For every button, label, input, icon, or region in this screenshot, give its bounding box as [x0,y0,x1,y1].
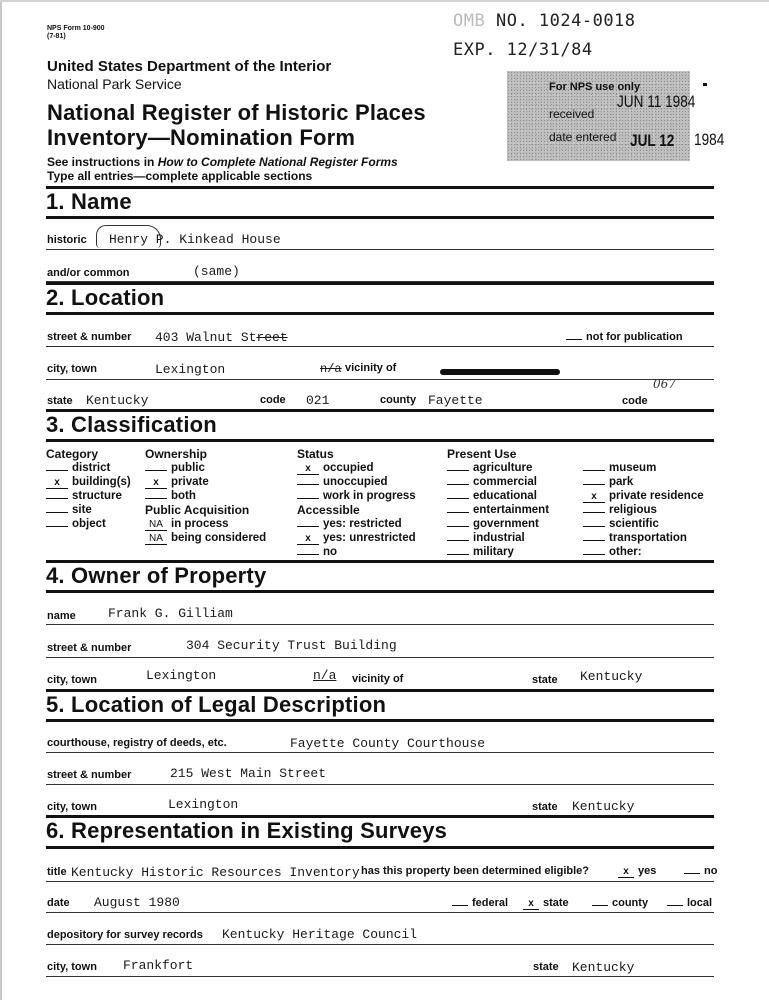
common-name-field[interactable]: (same) [193,264,240,279]
owner-state-field[interactable]: Kentucky [580,669,643,684]
omb-prefix: OMB [453,11,486,31]
mark[interactable] [592,905,608,906]
county-label: county [380,394,417,406]
checkbox-district[interactable] [46,461,131,475]
checkbox-site[interactable] [46,503,131,517]
mark[interactable] [46,498,68,499]
option-label: occupied [323,462,374,474]
omb-number-value: NO. 1024-0018 [495,11,636,31]
section-rule [46,216,714,219]
stamp-mark [703,83,707,86]
not-for-publication[interactable] [566,331,683,343]
city-field[interactable]: Lexington [155,362,226,377]
checkbox-entertainment[interactable] [447,503,549,517]
survey-title-field[interactable]: Kentucky Historic Resources Inventory [71,865,360,880]
section-2-title: 2. Location [46,285,165,310]
nps-use-heading: For NPS use only [549,81,641,93]
state-code-field[interactable]: 021 [306,393,330,408]
owner-city-label: city, town [47,674,97,686]
field-line [46,346,714,347]
field-line [46,944,714,945]
section-4-title: 4. Owner of Property [46,563,267,588]
ownership-column [145,447,266,545]
status-column [297,447,416,559]
present-use-column-2 [583,461,704,559]
state-field[interactable]: Kentucky [86,393,149,408]
legal-city-label: city, town [47,801,97,813]
state-label: state [47,395,73,407]
option-label: entertainment [473,504,550,516]
owner-city-field[interactable]: Lexington [146,668,217,683]
public-acquisition-heading: Public Acquisition [145,503,250,517]
owner-street-field[interactable]: 304 Security Trust Building [186,638,397,653]
section-6-title: 6. Representation in Existing Surveys [46,818,448,843]
common-label: and/or common [47,267,130,279]
ownership-heading: Ownership [145,447,208,461]
vicinity-label: vicinity of [345,362,397,374]
section-rule [46,439,714,442]
section-rule [46,186,714,189]
received-date: JUN 11 1984 [617,92,696,111]
mark[interactable] [447,470,469,471]
checkbox-object[interactable] [46,517,131,531]
street-value: 403 Walnut St [155,330,257,345]
mark[interactable] [583,554,605,555]
option-label: federal [472,897,509,909]
checkbox-being-considered[interactable] [145,531,266,545]
checkbox-yes-restricted[interactable] [297,517,416,531]
date-entered-label: date entered [549,130,617,144]
not-for-publication-label: not for publication [586,331,683,343]
option-label: building(s) [72,476,131,488]
form-revision: (7-81) [47,33,66,40]
checkbox-occupied[interactable] [297,461,416,475]
section-rule [46,590,714,593]
department-name: United States Department of the Interior [47,58,332,75]
option-label: both [171,490,196,502]
mark[interactable]: x [145,478,167,489]
option-label: yes: restricted [323,518,402,530]
present-use-column-1 [447,447,549,559]
mark[interactable] [46,526,68,527]
option-label: scientific [609,518,659,530]
field-line [46,912,714,913]
depository-field[interactable]: Kentucky Heritage Council [222,927,418,942]
survey-state-label: state [533,961,559,973]
instructions-line2: Type all entries—complete applicable sections [47,169,313,183]
checkbox-yes-unrestricted[interactable] [297,531,416,545]
legal-street-field[interactable]: 215 West Main Street [170,766,327,781]
option-label: site [72,504,92,516]
field-line [46,379,714,380]
mark[interactable] [684,873,700,874]
status-heading: Status [297,447,334,461]
section-rule [46,312,714,315]
option-label: military [473,546,514,558]
mark[interactable] [447,484,469,485]
option-label: being considered [171,532,267,544]
option-label: park [609,476,634,488]
option-label: object [72,518,106,530]
mark[interactable]: x [297,534,319,545]
field-line [46,881,714,882]
mark[interactable] [447,512,469,513]
section-1-title: 1. Name [46,189,132,214]
checkbox-buildings[interactable] [46,475,131,489]
historic-name-field[interactable]: Henry P. Kinkead House [109,232,281,247]
section-3-title: 3. Classification [46,412,217,437]
option-label: agriculture [473,462,533,474]
checkbox-religious[interactable] [583,503,704,517]
field-line [46,624,714,625]
survey-city-field[interactable]: Frankfort [123,958,194,973]
option-label: district [72,462,111,474]
mark[interactable] [447,540,469,541]
checkbox-military[interactable] [447,545,549,559]
level-state[interactable] [523,897,569,910]
county-code-value[interactable]: 067 [653,377,676,391]
checkbox-museum[interactable] [583,461,704,475]
eligible-question: has this property been determined eligible? [361,865,589,877]
option-label: structure [72,490,122,502]
mark[interactable] [583,484,605,485]
mark[interactable] [145,470,167,471]
mark[interactable]: x [297,464,319,475]
checkbox-commercial[interactable] [447,475,549,489]
received-label: received [549,107,595,121]
accessible-heading: Accessible [297,503,360,517]
street-field[interactable] [155,330,288,345]
level-county[interactable] [592,897,648,909]
option-label: public [171,462,205,474]
checkbox-work-in-progress[interactable] [297,489,416,503]
option-label: government [473,518,539,530]
checkbox-other[interactable] [583,545,704,559]
survey-date-field[interactable]: August 1980 [94,895,180,910]
scan-edge-top [0,0,769,2]
owner-name-field[interactable]: Frank G. Gilliam [108,606,233,621]
survey-state-field[interactable]: Kentucky [572,960,635,975]
mark[interactable] [447,554,469,555]
mark[interactable] [297,554,319,555]
mark[interactable]: x [618,867,634,878]
mark[interactable] [583,540,605,541]
present-use-heading: Present Use [447,447,517,461]
checkbox-private[interactable] [145,475,266,489]
option-label: museum [609,462,657,474]
mark[interactable] [46,470,68,471]
street-label: street & number [47,331,132,343]
survey-city-label: city, town [47,961,97,973]
mark[interactable] [667,905,683,906]
owner-vicinity-label: vicinity of [352,673,404,685]
instructions-prefix: See instructions in [47,155,158,169]
mark[interactable] [452,905,468,906]
eligible-yes[interactable] [618,865,656,878]
vicinity-value[interactable]: n/a [320,362,342,376]
option-label: county [612,897,649,909]
state-code-label: code [260,394,286,406]
option-label: no [704,865,718,877]
checkbox-transportation[interactable] [583,531,704,545]
courthouse-label: courthouse, registry of deeds, etc. [47,737,227,749]
option-label: other: [609,546,642,558]
mark[interactable] [447,498,469,499]
option-label: local [687,897,713,909]
mark[interactable] [583,526,605,527]
survey-title-label: title [47,866,67,878]
mark[interactable] [297,498,319,499]
checkbox-government[interactable] [447,517,549,531]
form-title-line1: National Register of Historic Places [47,100,426,125]
option-label: commercial [473,476,537,488]
eligible-no[interactable] [684,865,717,877]
option-label: private residence [609,490,704,502]
checkbox-unoccupied[interactable] [297,475,416,489]
mark[interactable]: x [46,478,68,489]
owner-state-label: state [532,674,558,686]
checkbox-agriculture[interactable] [447,461,549,475]
date-entered-year: 1984 [694,130,725,149]
strikeout-scribble [440,369,560,375]
owner-street-label: street & number [47,642,132,654]
courthouse-field[interactable]: Fayette County Courthouse [290,736,486,751]
option-label: transportation [609,532,687,544]
checkbox-both[interactable] [145,489,266,503]
scan-edge-left [0,0,2,1000]
field-line [46,657,714,658]
section-5-title: 5. Location of Legal Description [46,692,387,717]
legal-state-label: state [532,801,558,813]
option-label: work in progress [323,490,416,502]
mark[interactable] [583,470,605,471]
option-label: yes [638,865,657,877]
historic-label: historic [47,234,87,246]
checkbox-industrial[interactable] [447,531,549,545]
option-label: no [323,546,338,558]
street-struck-text: reet [256,330,288,345]
county-code-label: code [622,395,648,407]
option-label: in process [171,518,229,530]
option-label: state [543,897,569,909]
checkbox-private-residence[interactable] [583,489,704,503]
mark[interactable]: x [583,492,605,503]
date-entered-value: JUL 12 [630,131,675,150]
field-line [46,249,714,250]
form-title-line2: Inventory—Nomination Form [47,125,356,150]
checkbox-in-process[interactable] [145,517,266,531]
option-label: unoccupied [323,476,388,488]
mark[interactable] [297,526,319,527]
field-line [46,784,714,785]
legal-state-field[interactable]: Kentucky [572,799,635,814]
instructions-reference: How to Complete National Register Forms [157,155,398,169]
owner-name-label: name [47,610,76,622]
checkbox-scientific[interactable] [583,517,704,531]
option-label: yes: unrestricted [323,532,416,544]
level-local[interactable] [667,897,712,909]
county-field[interactable]: Fayette [428,393,483,408]
mark[interactable] [46,512,68,513]
mark[interactable]: x [523,899,539,910]
legal-city-field[interactable]: Lexington [168,797,239,812]
field-line [46,976,714,977]
level-federal[interactable] [452,897,508,909]
field-line [46,752,714,753]
option-label: religious [609,504,657,516]
option-label: private [171,476,209,488]
checkbox-park[interactable] [583,475,704,489]
category-column [46,447,131,531]
mark[interactable] [447,526,469,527]
checkbox-no[interactable] [297,545,416,559]
option-label: educational [473,490,537,502]
checkbox-public[interactable] [145,461,266,475]
depository-label: depository for survey records [47,929,203,941]
mark[interactable]: NA [145,534,167,545]
not-for-publication-blank[interactable] [566,339,582,340]
survey-date-label: date [47,897,70,909]
mark[interactable] [297,484,319,485]
mark[interactable]: NA [145,520,167,531]
expiration-date: EXP. 12/31/84 [453,40,593,60]
category-heading: Category [46,447,99,461]
mark[interactable] [583,512,605,513]
instructions-line1 [47,155,398,169]
section-rule [46,719,714,722]
option-label: industrial [473,532,525,544]
owner-vicinity-value[interactable]: n/a [313,668,337,683]
service-name: National Park Service [47,76,182,92]
section-rule [46,846,714,849]
omb-number [453,11,636,31]
form-number: NPS Form 10-900 [47,25,105,32]
legal-street-label: street & number [47,769,132,781]
checkbox-educational[interactable] [447,489,549,503]
city-label: city, town [47,363,97,375]
mark[interactable] [145,498,167,499]
checkbox-structure[interactable] [46,489,131,503]
